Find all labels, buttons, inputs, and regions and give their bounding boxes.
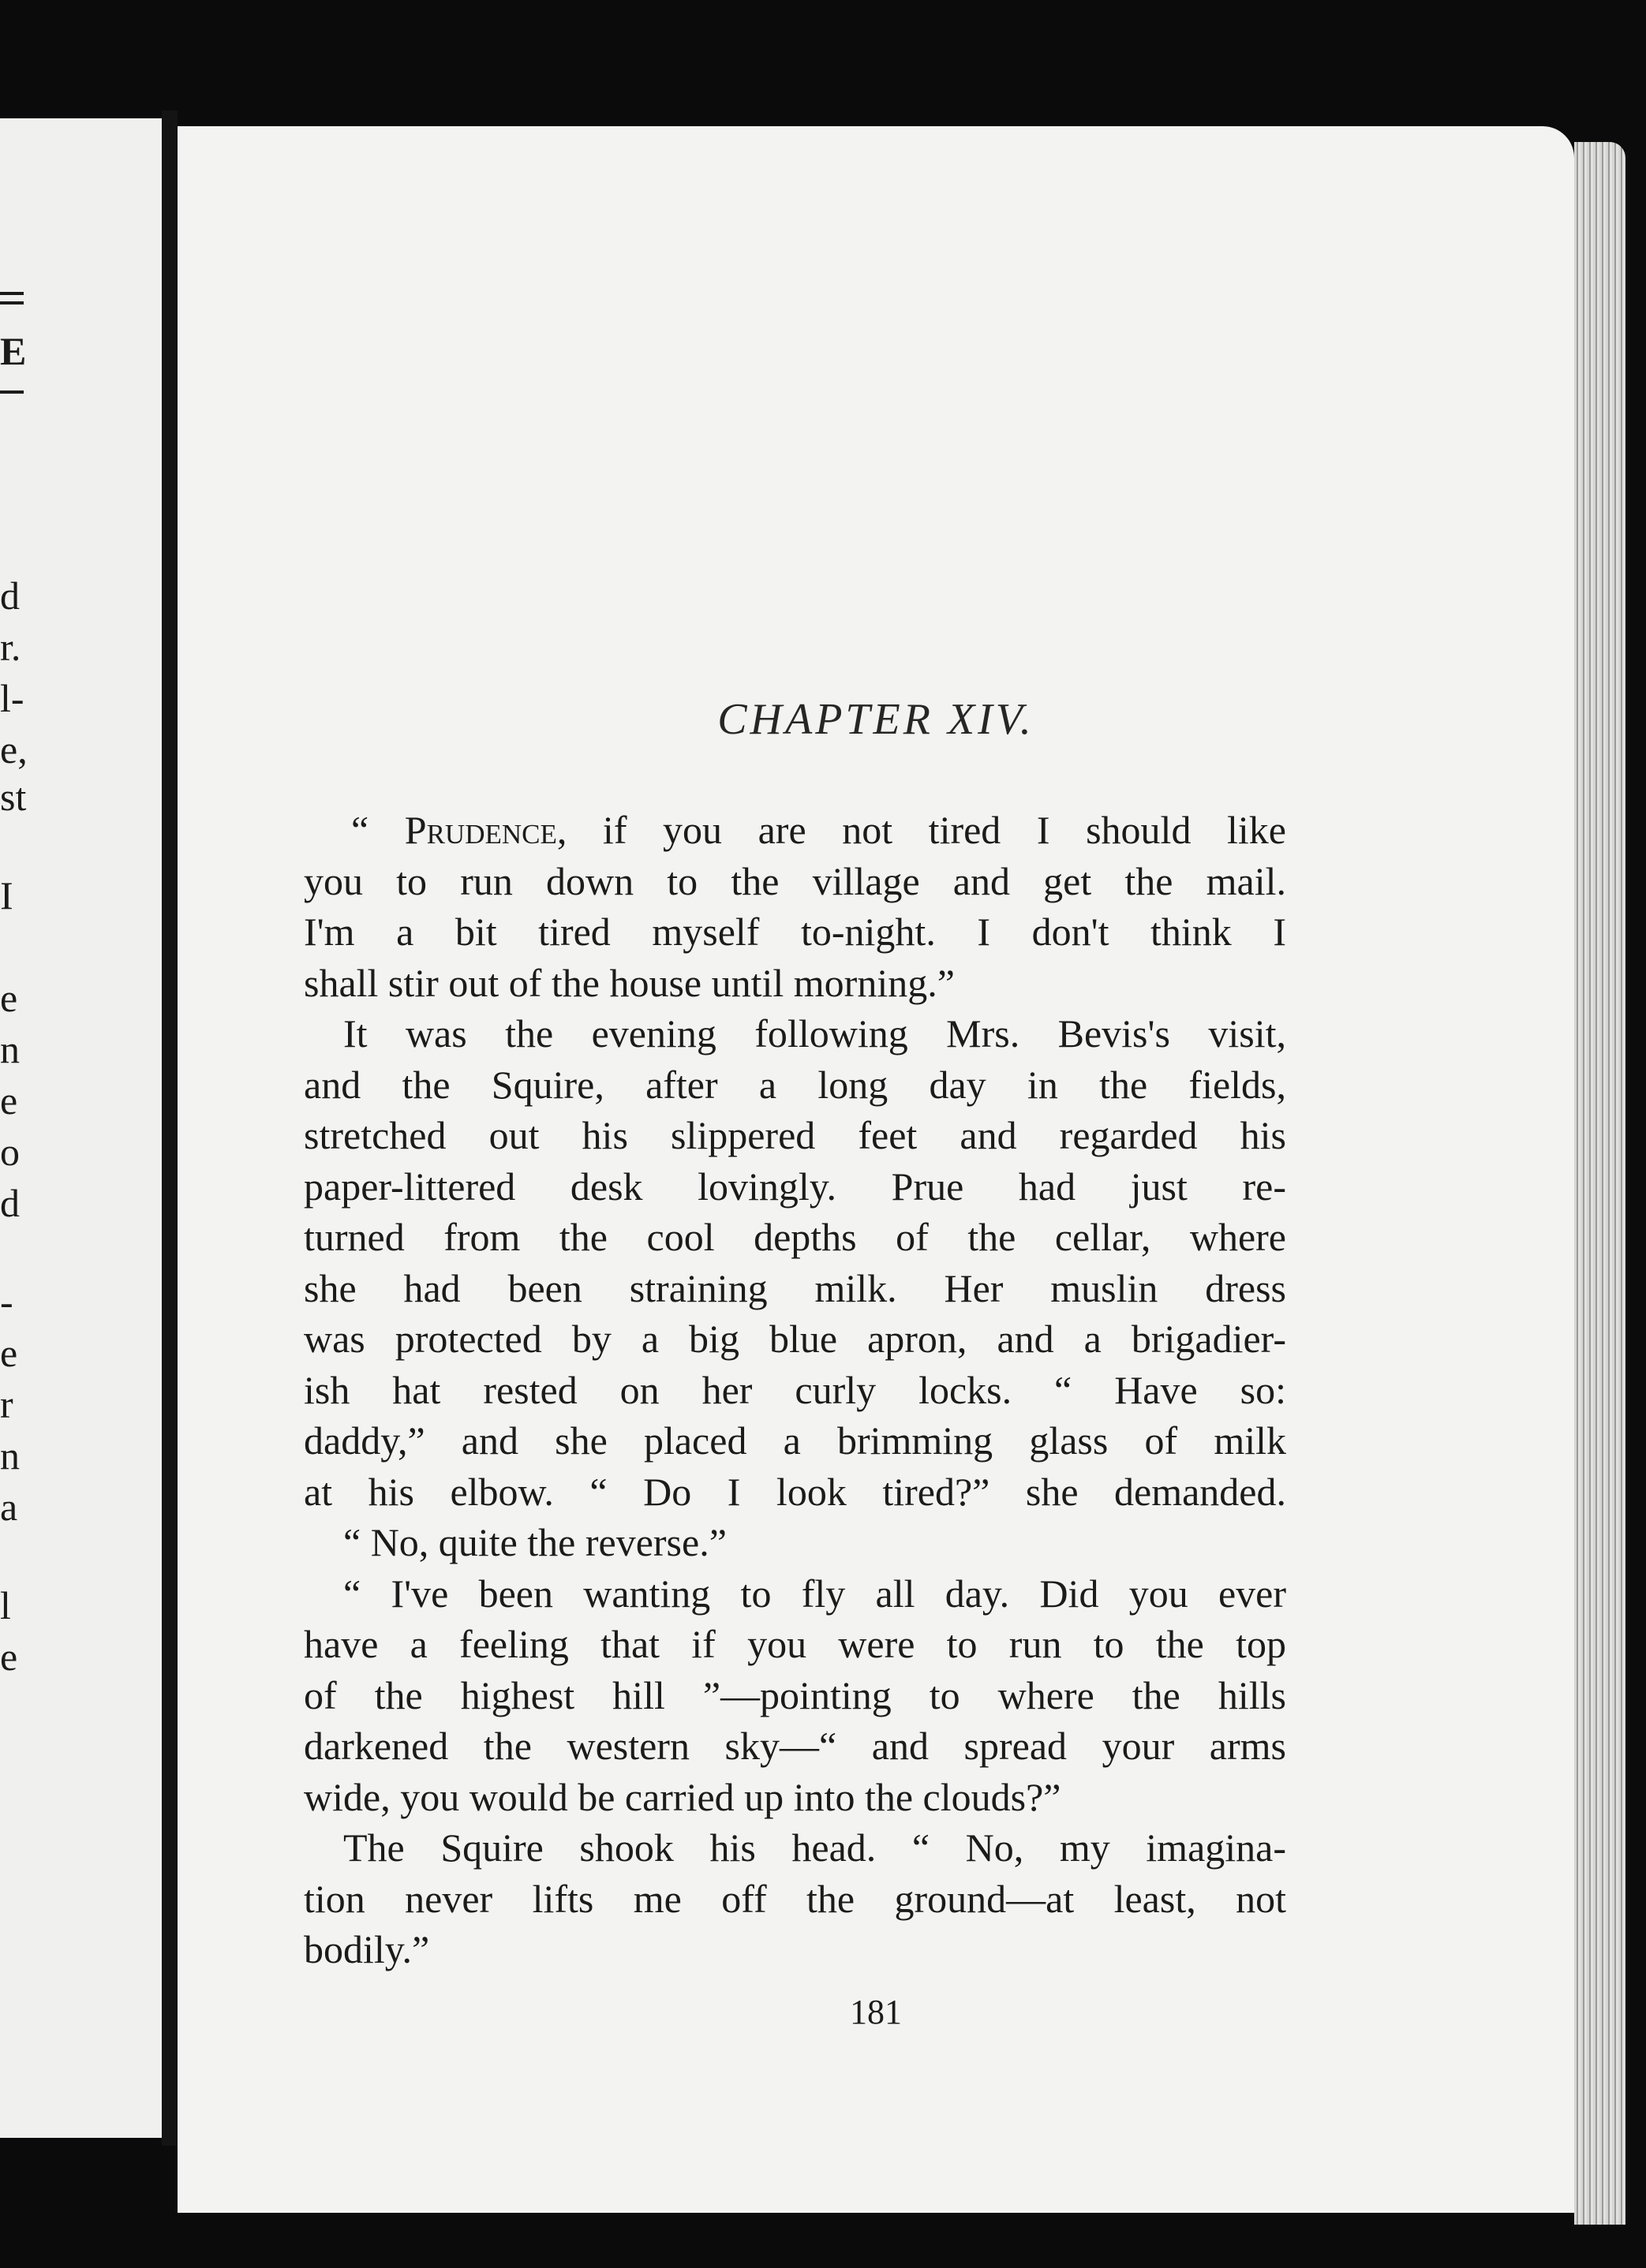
header-rule: [0, 390, 24, 394]
header-rule: [0, 292, 24, 295]
text-line: The Squire shook his head. “ No, my imagina-: [343, 1825, 1286, 1870]
text-line: of the highest hill ”—pointing to where the hills: [304, 1672, 1286, 1717]
text-line: paper-littered desk lovingly. Prue had just re-: [304, 1164, 1286, 1209]
text-line: tion never lifts me off the ground—at least, not: [304, 1876, 1286, 1921]
book-page: [178, 126, 1574, 2213]
text-line: she had been straining milk. Her muslin dress: [304, 1265, 1286, 1310]
opening-quote: “: [351, 808, 405, 852]
previous-page-line-fragment: e,: [0, 727, 28, 772]
text-line: was protected by a big blue apron, and a brigadier-: [304, 1317, 1286, 1361]
previous-page-header-fragment: E: [0, 329, 27, 373]
previous-page-edge: [0, 118, 162, 2138]
previous-page-line-fragment: e: [0, 1078, 18, 1123]
previous-page-line-fragment: d: [0, 1181, 20, 1225]
previous-page-line-fragment: d: [0, 574, 20, 618]
chapter-title: CHAPTER XIV.: [717, 695, 1034, 744]
text-line: have a feeling that if you were to run to the top: [304, 1622, 1286, 1666]
text-line: and the Squire, after a long day in the fields,: [304, 1062, 1286, 1107]
previous-page-line-fragment: n: [0, 1433, 20, 1478]
previous-page-line-fragment: r: [0, 1382, 13, 1426]
previous-page-line-fragment: a: [0, 1485, 18, 1529]
page-number: 181: [850, 1993, 902, 2031]
previous-page-line-fragment: e: [0, 1331, 18, 1375]
text-line: stretched out his slippered feet and regarded his: [304, 1113, 1286, 1157]
text-line: bodily.”: [304, 1927, 430, 1971]
previous-page-line-fragment: r.: [0, 625, 21, 669]
text-line: you to run down to the village and get the mail.: [304, 858, 1286, 903]
text-line: daddy,” and she placed a brimming glass of milk: [304, 1418, 1286, 1463]
text-line: darkened the western sky—“ and spread your arms: [304, 1724, 1286, 1768]
text-line: [304, 805, 1286, 856]
page-block-edges: [1574, 142, 1625, 2225]
previous-page-line-fragment: l-: [0, 676, 24, 720]
previous-page-line-fragment: st: [0, 775, 27, 819]
text-line: “ I've been wanting to fly all day. Did you ever: [343, 1571, 1286, 1616]
text-run: if you are not tired I should like: [567, 808, 1286, 852]
previous-page-line-fragment: l: [0, 1583, 11, 1627]
text-line: turned from the cool depths of the cellar, where: [304, 1215, 1286, 1259]
text-line: It was the evening following Mrs. Bevis's visit,: [343, 1011, 1286, 1056]
text-line: shall stir out of the house until morning.”: [304, 960, 955, 1005]
previous-page-line-fragment: n: [0, 1027, 20, 1071]
text-line: “ No, quite the reverse.”: [343, 1520, 727, 1564]
previous-page-line-fragment: e: [0, 1635, 18, 1679]
first-word: Prudence,: [404, 808, 567, 852]
previous-page-line-fragment: e: [0, 976, 18, 1020]
previous-page-line-fragment: -: [0, 1280, 13, 1324]
previous-page-line-fragment: o: [0, 1130, 20, 1174]
page-body-text: [304, 805, 1286, 1975]
text-line: I'm a bit tired myself to-night. I don't think I: [304, 910, 1286, 954]
text-line: at his elbow. “ Do I look tired?” she demanded.: [304, 1469, 1286, 1514]
book-gutter: [162, 110, 178, 2146]
header-rule: [0, 301, 24, 305]
previous-page-line-fragment: I: [0, 873, 13, 917]
text-line: ish hat rested on her curly locks. “ Have so:: [304, 1367, 1286, 1412]
text-line: wide, you would be carried up into the clouds?”: [304, 1774, 1061, 1819]
